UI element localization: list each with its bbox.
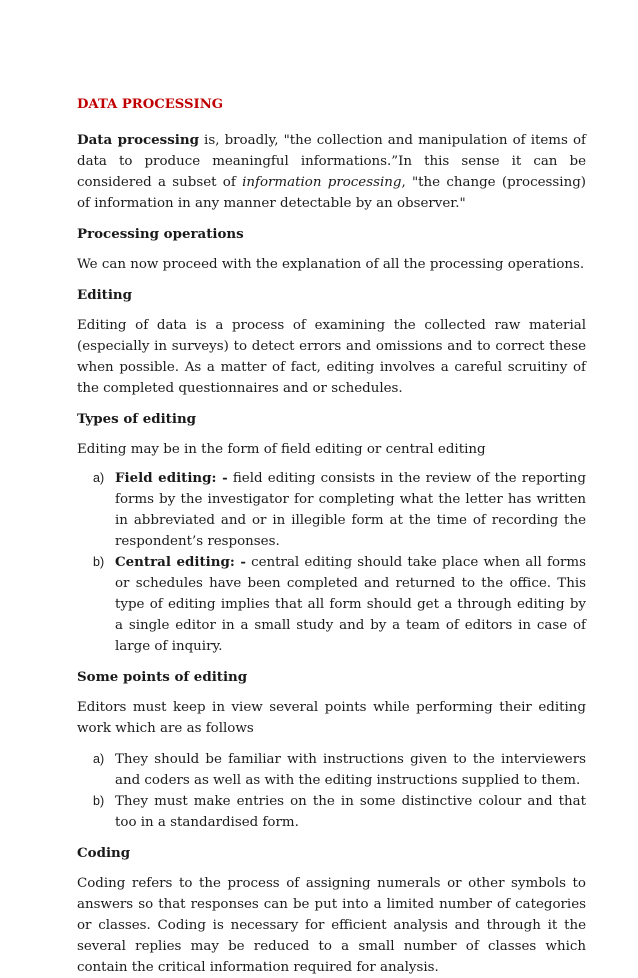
list-item <box>77 552 586 657</box>
list-marker: a) <box>93 752 105 766</box>
intro-text-1: is, broadly, "the collection and manipulation of items of data to produce meaningful informations.”In this sense it can be considered a subset of <box>77 133 586 190</box>
intro-italic-term: information processing <box>242 175 402 190</box>
list-marker: a) <box>93 471 105 485</box>
list-item-text: They should be familiar with instructions given to the interviewers and coders as well as with the editing instructions supplied to them. <box>115 752 586 788</box>
list-item-term: Field editing: - <box>115 470 228 486</box>
heading-editing: Editing <box>77 287 133 303</box>
types-of-editing-list <box>77 468 586 657</box>
list-marker: b) <box>93 794 105 808</box>
list-item <box>77 749 586 791</box>
intro-paragraph <box>77 130 586 214</box>
intro-term: Data processing <box>77 132 199 148</box>
intro-text-2: , "the change (processing) of information in any manner detectable by an observer." <box>77 175 586 211</box>
types-of-editing-paragraph: Editing may be in the form of field editing or central editing <box>77 442 486 457</box>
document-title: DATA PROCESSING <box>77 97 224 112</box>
points-of-editing-list <box>77 749 586 833</box>
list-item <box>77 468 586 552</box>
list-marker: b) <box>93 555 105 569</box>
coding-paragraph: Coding refers to the process of assigning numerals or other symbols to answers so that responses can be put into a limited number of categories or classes. Coding is necessary for efficient analysis and through it the several replies may be reduced to a small number of classes which contain the critical information required for analysis. <box>77 876 586 975</box>
list-item-term: Central editing: - <box>115 554 246 570</box>
editing-paragraph: Editing of data is a process of examining the collected raw material (especially in surveys) to detect errors and omissions and to correct these when possible. As a matter of fact, editing involves a careful scruitiny of the completed questionnaires and or schedules. <box>77 318 586 396</box>
list-item-text: They must make entries on the in some distinctive colour and that too in a standardised form. <box>115 794 586 830</box>
list-item-text: central editing should take place when all forms or schedules have been completed and returned to the office. This type of editing implies that all form should get a through editing by a single editor in a small study and by a team of editors in case of large of inquiry. <box>115 555 586 654</box>
processing-operations-paragraph: We can now proceed with the explanation of all the processing operations. <box>77 257 585 272</box>
heading-types-of-editing: Types of editing <box>77 411 197 427</box>
list-item <box>77 791 586 833</box>
heading-coding: Coding <box>77 845 131 861</box>
heading-processing-operations: Processing operations <box>77 226 244 242</box>
points-of-editing-paragraph: Editors must keep in view several points while performing their editing work which are as follows <box>77 700 586 736</box>
list-item-text: field editing consists in the review of the reporting forms by the investigator for completing what the letter has written in abbreviated and or in illegible form at the time of recording the respondent’s responses. <box>115 471 586 549</box>
heading-points-of-editing: Some points of editing <box>77 669 248 685</box>
